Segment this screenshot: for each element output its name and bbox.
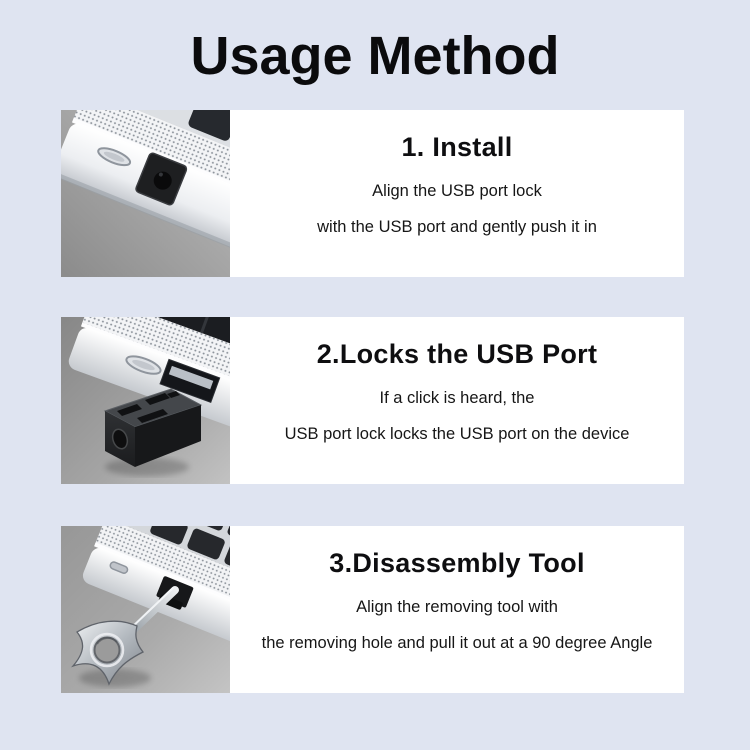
step-1-line-2: with the USB port and gently push it in [317, 218, 597, 236]
step-3-heading: 3.Disassembly Tool [329, 548, 585, 578]
step-3-text [230, 526, 684, 693]
step-3-line-2: the removing hole and pull it out at a 90 degree Angle [261, 634, 653, 652]
step-1-text [230, 110, 684, 277]
removal-tool-image [61, 526, 230, 693]
laptop-usb-lock-installed-image [61, 110, 230, 277]
step-1-photo [61, 110, 230, 277]
step-3-photo [61, 526, 230, 693]
step-2-heading: 2.Locks the USB Port [316, 339, 598, 369]
step-2-line-2: USB port lock locks the USB port on the device [284, 425, 630, 443]
step-3-line-1: Align the removing tool with [356, 598, 558, 616]
usb-lock-inserting-image [61, 317, 230, 484]
step-1-panel [61, 110, 684, 277]
step-3-panel [61, 526, 684, 693]
step-2-line-1: If a click is heard, the [379, 389, 535, 407]
step-1-heading: 1. Install [401, 132, 513, 162]
step-1-line-1: Align the USB port lock [372, 182, 542, 200]
step-2-photo [61, 317, 230, 484]
page-title: Usage Method [190, 26, 560, 86]
step-2-text [230, 317, 684, 484]
step-2-panel [61, 317, 684, 484]
